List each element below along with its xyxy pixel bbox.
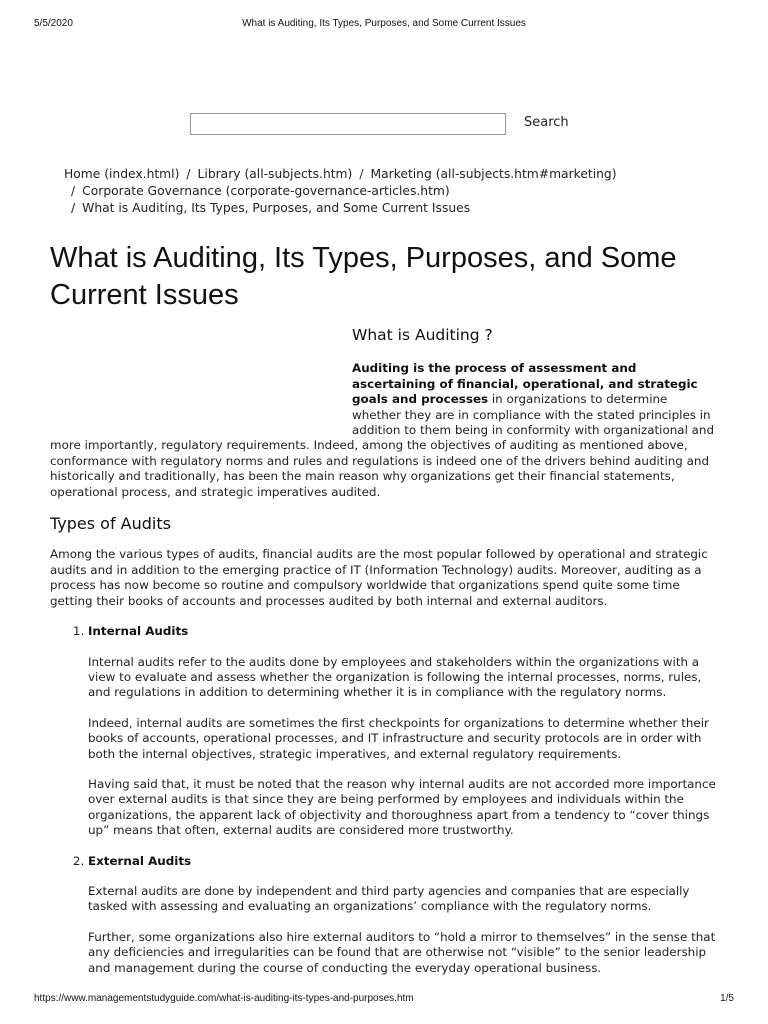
print-doc-title: What is Auditing, Its Types, Purposes, and Some Current Issues — [242, 18, 526, 29]
print-date: 5/5/2020 — [34, 18, 73, 29]
paragraph: Having said that, it must be noted that the reason why internal audits are not accorded more importance over external audits is that since they are being performed by employees and individuals within the organizations, the apparent lack of objectivity and thoroughness apart from a tendency to “cover things up” means that often, external audits are considered more trustworthy. — [88, 776, 716, 838]
print-footer — [34, 993, 734, 1007]
paragraph: External audits are done by independent and third party agencies and companies that are especially tasked with assessing and evaluating an organizations’ compliance with the regulatory norms. — [88, 883, 690, 914]
breadcrumb-item-library[interactable]: Library (all-subjects.htm) — [197, 167, 353, 181]
search-button[interactable]: Search — [524, 115, 569, 130]
article-content — [50, 324, 718, 991]
breadcrumb-item-marketing[interactable]: Marketing (all-subjects.htm#marketing) — [370, 167, 617, 181]
breadcrumb-line-3 — [64, 200, 704, 217]
breadcrumb-item-home[interactable]: Home (index.html) — [64, 167, 180, 181]
print-page-number: 1/5 — [720, 993, 734, 1004]
breadcrumb-separator: / — [71, 201, 76, 215]
section-heading-what-is-auditing: What is Auditing ? — [352, 326, 493, 344]
breadcrumb-item-corporate-governance[interactable]: Corporate Governance (corporate-governance-articles.htm) — [82, 184, 450, 198]
paragraph: Indeed, internal audits are sometimes the first checkpoints for organizations to determine whether their books of accounts, operational processes, and IT infrastructure and security protocols are in order with both the internal objectives, strategic imperatives, and external regulatory requirements. — [88, 715, 709, 761]
search-input[interactable] — [190, 113, 506, 135]
list-item-external-audits — [88, 854, 718, 976]
section-heading-types-of-audits: Types of Audits — [50, 514, 171, 534]
list-item-title: 1. Internal Audits — [88, 624, 189, 639]
breadcrumb — [64, 166, 704, 217]
breadcrumb-separator: / — [71, 184, 76, 198]
list-item-title: 2. External Audits — [88, 853, 192, 868]
print-header — [34, 18, 734, 32]
list-item-internal-audits — [88, 624, 718, 838]
breadcrumb-separator: / — [186, 167, 191, 181]
breadcrumb-item-current[interactable]: What is Auditing, Its Types, Purposes, and Some Current Issues — [82, 201, 471, 215]
intro-text: in organizations to determine whether they are in compliance with the stated principles in addition to them being in conformity with organizational and more importantly, regulatory requirements. Indeed, among the objectives of auditing as mentioned above, conformance with regulatory norms and rules and regulations is indeed one of the drivers behind auditing and historically and traditionally, has been the main reason why organizations get their financial statements, operational process, and strategic imperatives audited. — [50, 392, 715, 499]
paragraph: Internal audits refer to the audits done by employees and stakeholders within the organizations with a view to evaluate and assess whether the organization is following the internal processes, norms, rules, and regulations in addition to determining whether it is in compliance with the regulatory norms. — [88, 654, 702, 700]
paragraph: Further, some organizations also hire external auditors to “hold a mirror to themselves” in the sense that any deficiencies and irregularities can be found that are otherwise not “visible” to the senior leadership and management during the course of conducting the everyday operational business. — [88, 929, 716, 975]
page-title: What is Auditing, Its Types, Purposes, and Some Current Issues — [50, 242, 677, 311]
types-intro-paragraph: Among the various types of audits, financial audits are the most popular followed by operational and strategic audits and in addition to the emerging practice of IT (Information Technology) audits. Moreover, auditing as a process has now become so routine and compulsory worldwide that organizations spend quite some time getting their books of accounts and processes audited by both internal and external auditors. — [50, 547, 708, 608]
audit-types-list — [50, 624, 718, 976]
breadcrumb-line-1 — [64, 166, 704, 183]
print-url: https://www.managementstudyguide.com/what-is-auditing-its-types-and-purposes.htm — [34, 993, 414, 1004]
intro-bold-lead: Auditing is the process of assessment and ascertaining of financial, operational, and strategic goals and processes — [352, 361, 698, 407]
breadcrumb-separator: / — [359, 167, 364, 181]
search-bar — [190, 113, 590, 137]
breadcrumb-line-2 — [64, 183, 704, 200]
image-placeholder — [50, 324, 352, 436]
